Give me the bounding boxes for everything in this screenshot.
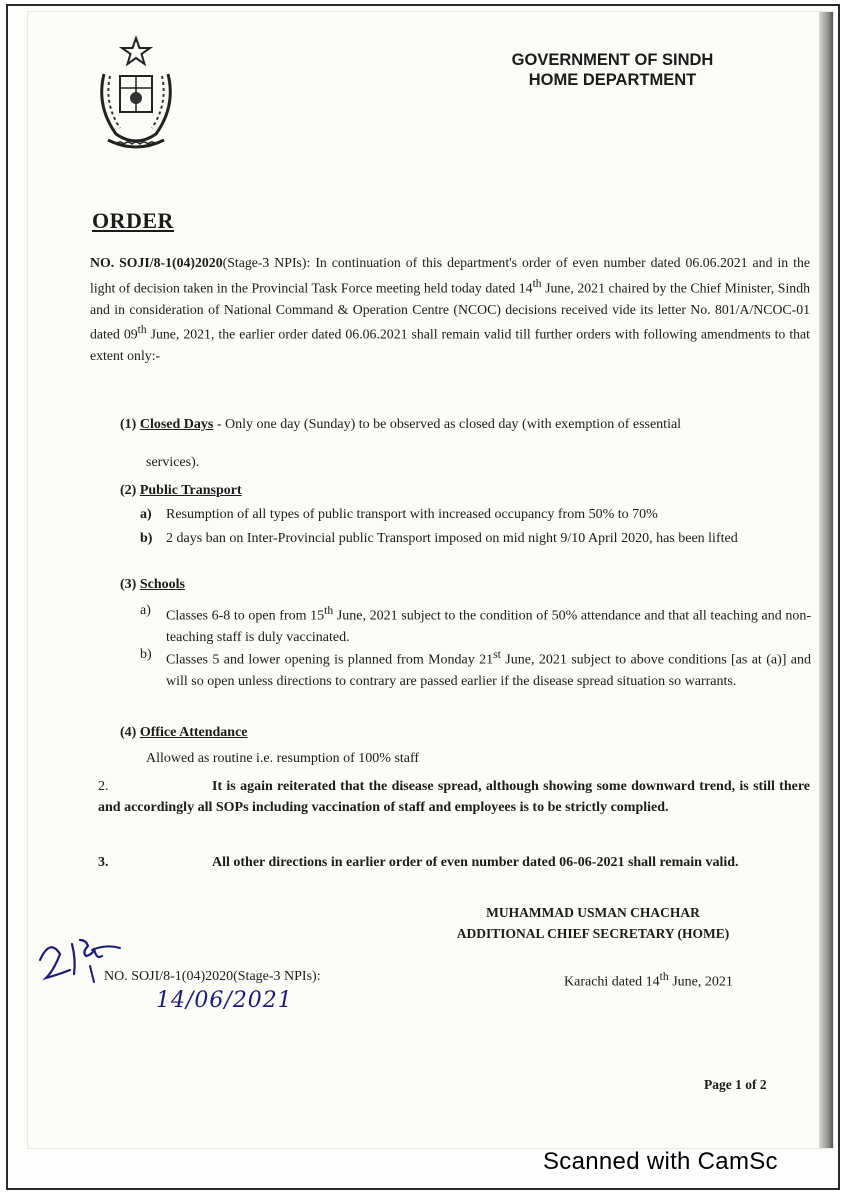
- subitem-sup: th: [324, 604, 334, 617]
- bottom-dated-part: Karachi dated 14: [564, 974, 660, 990]
- subitem-text-part: Classes 5 and lower opening is planned from Monday 21: [166, 652, 494, 668]
- intro-text-b: June, 2021 chaired by the Chief Minister, Sindh and in consideration of National Command & Operation Centre (NCOC) decisions received vide its letter No. 801/A/NCOC-01 dated 09: [90, 280, 810, 342]
- scanner-watermark: Scanned with CamSc: [543, 1148, 778, 1175]
- subitem-text: 2 days ban on Inter-Provincial public Transport imposed on mid night 9/10 April 2020, has been lifted: [166, 531, 738, 546]
- subitem-sup: st: [493, 648, 501, 661]
- item-number: (2): [120, 483, 137, 498]
- para-2-text: It is again reiterated that the disease spread, although showing some downward trend, is still there and accordingly all SOPs including vaccination of staff and employees is to be strictly complied.: [98, 779, 810, 815]
- item-text: - Only one day (Sunday) to be observed as closed day (with exemption of essential: [213, 417, 682, 432]
- bottom-dated-sup: th: [659, 970, 669, 983]
- bottom-dated: [564, 966, 733, 993]
- item-label: Closed Days: [139, 417, 214, 432]
- document-page: [28, 12, 833, 1148]
- scan-frame: [6, 4, 840, 1190]
- subitem-mark: b): [140, 531, 153, 546]
- item-number: (1): [120, 417, 137, 432]
- header-line-1: GOVERNMENT OF SINDH: [511, 51, 714, 69]
- subitem-mark: b): [140, 647, 152, 662]
- item-schools: [120, 574, 185, 595]
- subitem-text-part: June, 2021 subject to the condition of 50% attendance and that all teaching and non-teaching staff is duly vaccinated.: [166, 608, 811, 645]
- signatory-designation: ADDITIONAL CHIEF SECRETARY (HOME): [456, 926, 730, 941]
- intro-reference-suffix: (Stage-3 NPIs):: [222, 255, 311, 270]
- item-label: Public Transport: [139, 483, 242, 498]
- subitem-mark: a): [140, 603, 151, 618]
- item-public-transport: [120, 480, 242, 501]
- bottom-reference: NO. SOJI/8-1(04)2020(Stage-3 NPIs):: [104, 969, 321, 984]
- item-closed-days-continuation: services).: [146, 455, 200, 470]
- intro-paragraph: [90, 252, 810, 367]
- item-number: (3): [120, 577, 137, 592]
- item-closed-days: [120, 414, 820, 435]
- subitem-text: [166, 600, 811, 648]
- item-number: (4): [120, 725, 137, 740]
- para-3-number: 3.: [98, 855, 109, 870]
- item-label: Schools: [139, 577, 185, 592]
- handwritten-date: 14/06/2021: [156, 988, 293, 1013]
- para-2-number: 2.: [98, 779, 109, 794]
- subitem-mark: a): [140, 507, 152, 522]
- sindh-emblem-logo: [86, 36, 186, 154]
- signatory-name: MUHAMMAD USMAN CHACHAR: [486, 905, 700, 920]
- para-3-text: All other directions in earlier order of even number dated 06-06-2021 shall remain valid.: [212, 855, 739, 870]
- item-label: Office Attendance: [139, 725, 248, 740]
- subitem-text: Resumption of all types of public transport with increased occupancy from 50% to 70%: [166, 507, 658, 522]
- subitem-text-part: Classes 6-8 to open from 15: [166, 608, 325, 624]
- subitem-text: [166, 644, 811, 692]
- order-title: ORDER: [92, 208, 174, 233]
- intro-reference: NO. SOJI/8-1(04)2020: [90, 255, 223, 270]
- item-office-text: Allowed as routine i.e. resumption of 100% staff: [146, 751, 420, 766]
- page-number: Page 1 of 2: [704, 1077, 767, 1092]
- item-office-attendance: [120, 722, 248, 743]
- subitem-text-part: June, 2021 subject to above conditions [as at (a)] and will so open unless directions to contrary are passed earlier if the disease spread situation so warrants.: [166, 652, 811, 689]
- header-line-2: HOME DEPARTMENT: [528, 71, 697, 89]
- bottom-dated-part: June, 2021: [668, 974, 733, 990]
- intro-sup-a: th: [532, 277, 542, 290]
- intro-text-c: June, 2021, the earlier order dated 06.06.2021 shall remain valid till further orders with following amendments to that extent only:-: [90, 326, 811, 364]
- scan-edge-shadow: [819, 12, 833, 1148]
- intro-text-a: In continuation of this department's order of even number dated 06.06.2021 and in the light of decision taken in the Provincial Task Force meeting held today dated 14: [90, 255, 811, 296]
- intro-sup-b: th: [137, 324, 147, 337]
